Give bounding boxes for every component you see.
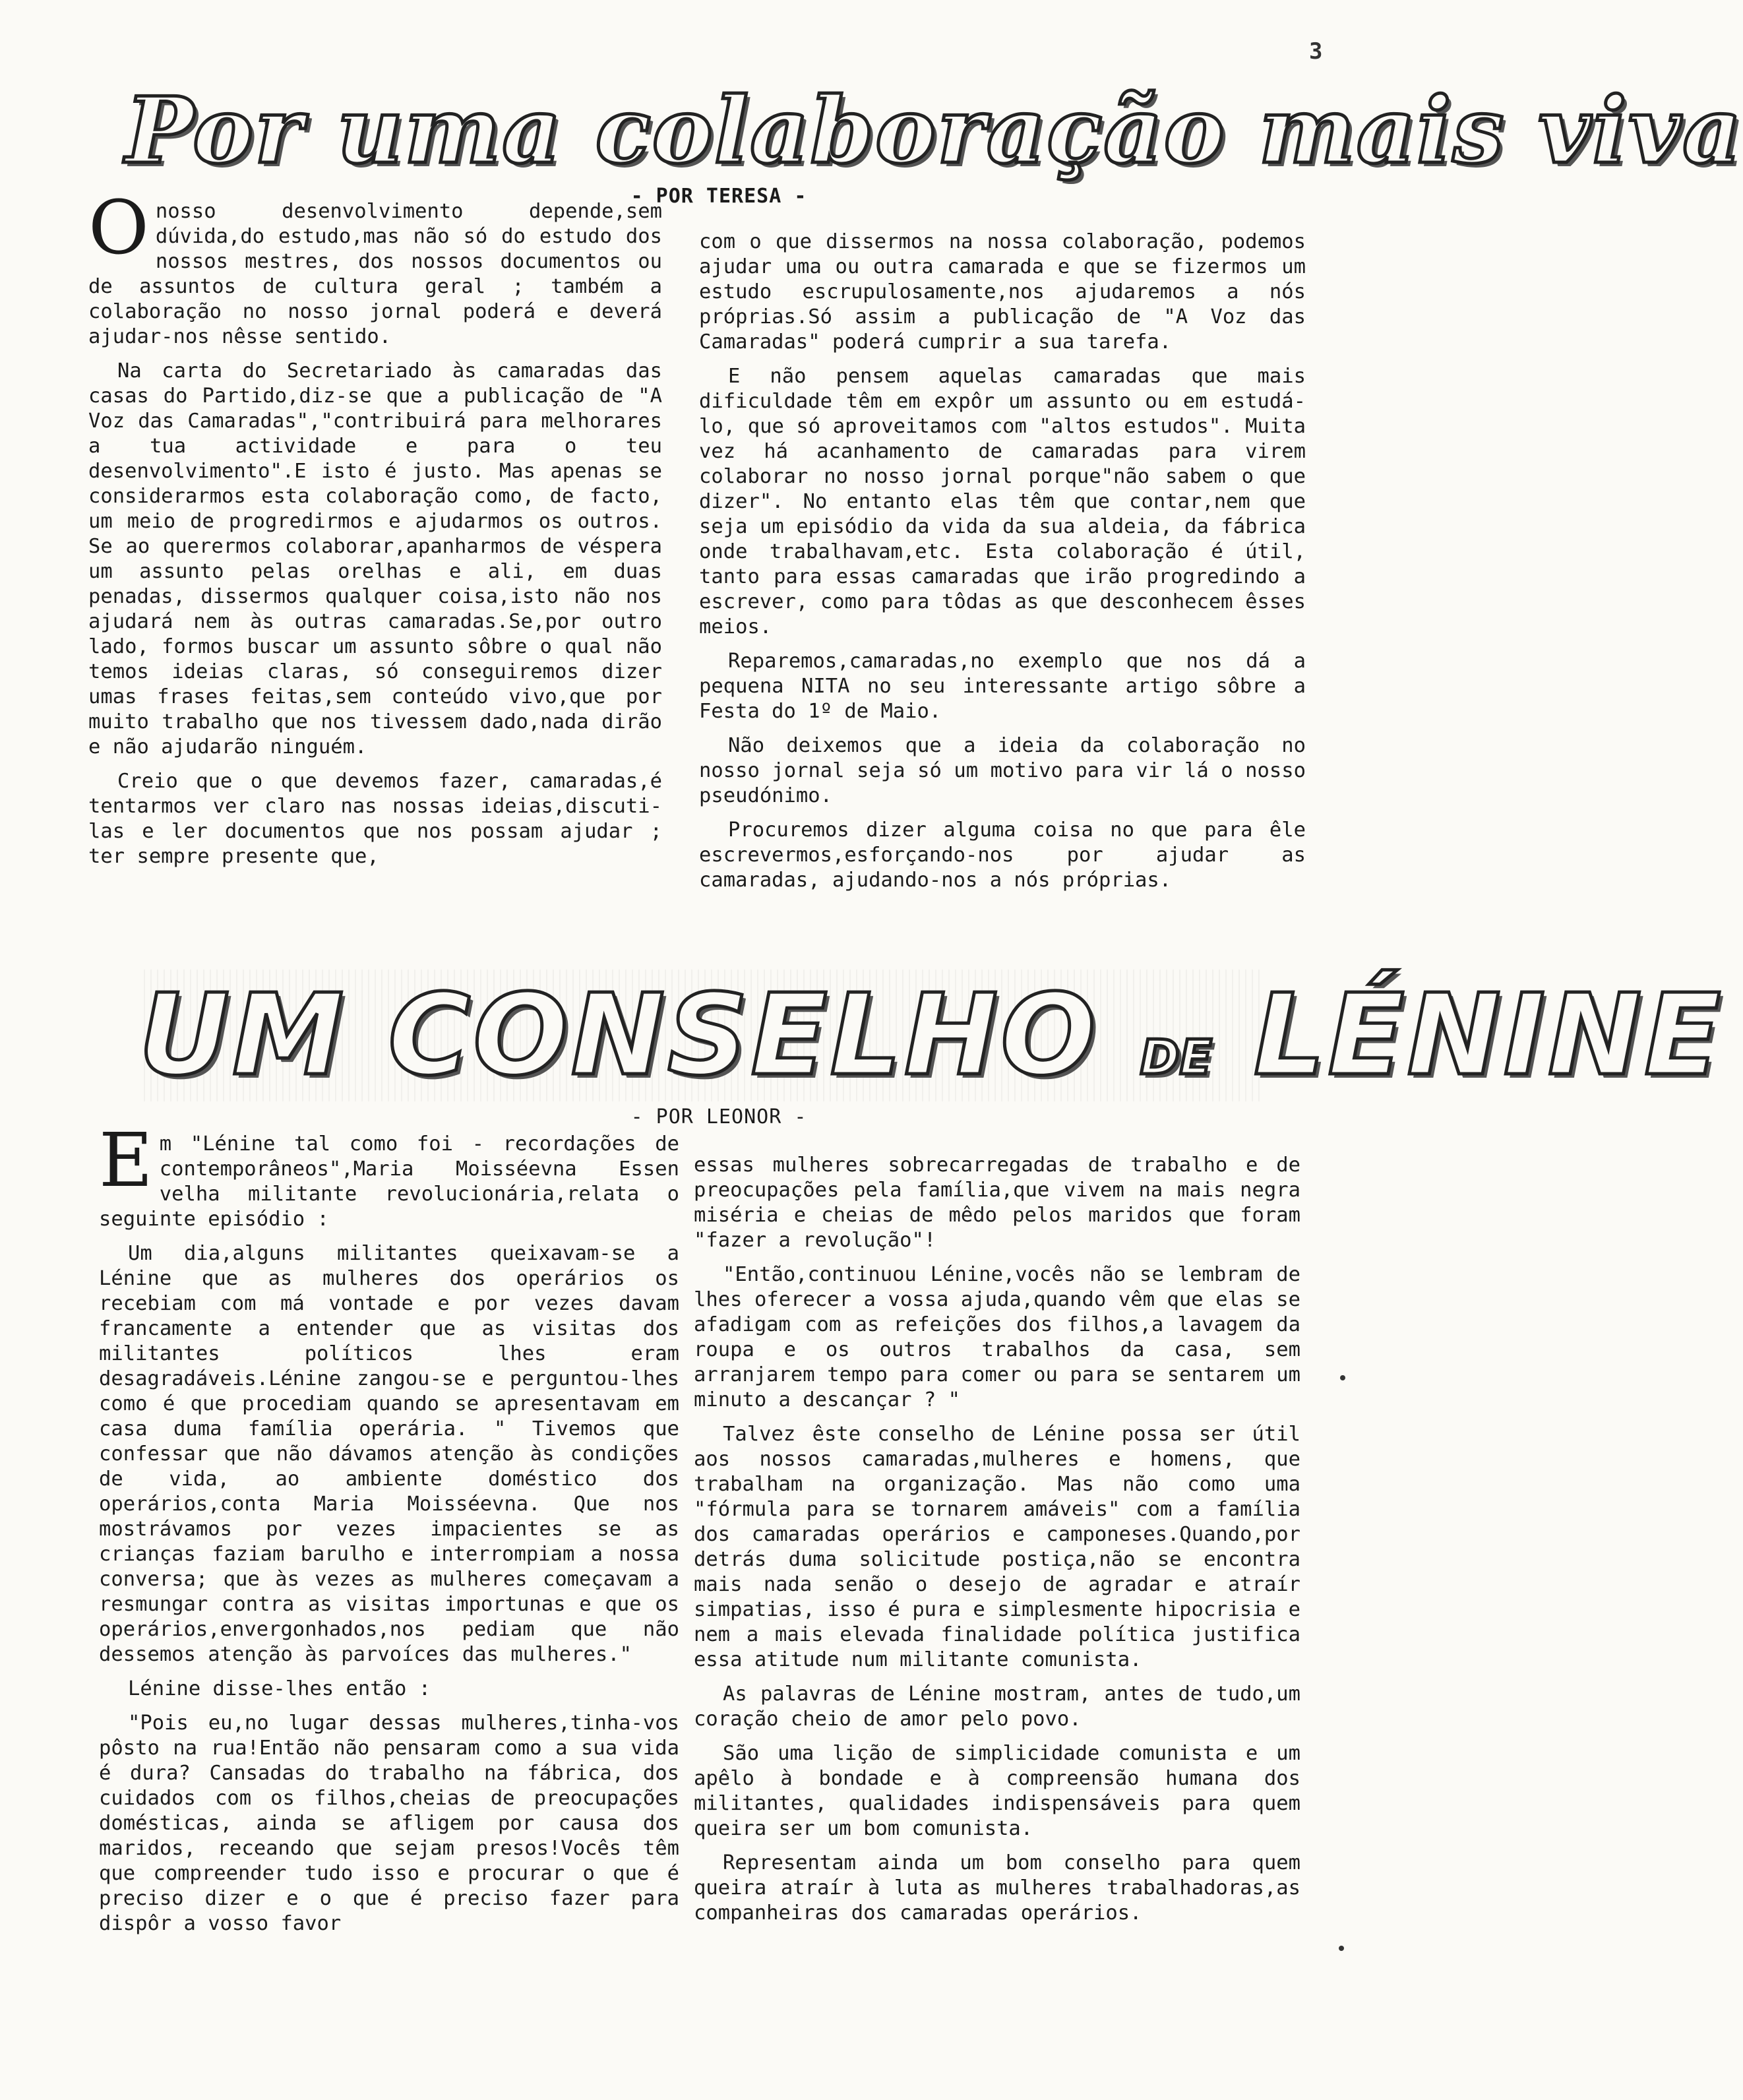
article-1-paragraph: Reparemos,camaradas,no exemplo que nos dá a pequena NITA no seu interessante artigo sôbre a Festa do 1º de Maio. bbox=[699, 650, 1306, 723]
article-1-paragraph: Na carta do Secretariado às camaradas das casas do Partido,diz-se que a publicação de "A Voz das Camaradas","contribuirá para melhorares a tua actividade e para o teu desenvolvimento".E isto é justo. Mas apenas se considerarmos esta colaboração como, de facto, um meio de progredirmos e ajudarmos os outros. Se ao querermos colaborar,apanharmos de véspera um assunto pelas orelhas e ali, em duas penadas, dissermos qualquer coisa,isto não nos ajudará nem às outras camaradas.Se,por outro lado, formos buscar um assunto sôbre o qual não temos ideias claras, só conseguiremos dizer umas frases feitas,sem conteúdo vivo,que por muito trabalho que nos tivessem dado,nada dirão e não ajudarão ninguém. bbox=[88, 359, 662, 758]
article-2-byline: - POR LEONOR - bbox=[630, 1105, 807, 1128]
article-2-title bbox=[138, 970, 1724, 1101]
article-1-byline: - POR TERESA - bbox=[630, 185, 807, 208]
article-2-paragraph: essas mulheres sobrecarregadas de trabalho e de preocupações pela família,que vivem na mais negra miséria e cheias de mêdo pelos maridos que foram "fazer a revolução"! bbox=[694, 1154, 1300, 1252]
article-1-paragraph bbox=[88, 185, 662, 350]
title-part: DE bbox=[1140, 1030, 1212, 1085]
article-1-paragraph: com o que dissermos na nossa colaboração, podemos ajudar uma ou outra camarada e que se fizermos um estudo escrupulosamente,nos ajudaremos a nós próprias.Só assim a publicação de "A Voz das Camaradas" poderá cumprir a sua tarefa. bbox=[699, 230, 1306, 354]
article-1-paragraph: Procuremos dizer alguma coisa no que para êle escrevermos,esforçando-nos por ajudar as camaradas, ajudando-nos a nós próprias. bbox=[699, 818, 1306, 892]
article-2-paragraph: "Pois eu,no lugar dessas mulheres,tinha-vos pôsto na rua!Então não pensaram como a sua vida é dura? Cansadas do trabalho na fábrica, dos cuidados com os filhos,cheias de preocupações domésticas, ainda se afligem por causa dos maridos, receando que sejam presos!Vocês têm que compreender tudo isso e procurar o que é preciso dizer e o que é preciso fazer para dispôr a vosso favor bbox=[99, 1712, 679, 1935]
ink-mark bbox=[1340, 1375, 1345, 1380]
article-1-column-1 bbox=[88, 185, 662, 879]
article-2-paragraph bbox=[99, 1118, 679, 1232]
article-2-paragraph: Talvez êste conselho de Lénine possa ser útil aos nossos camaradas,mulheres e homens, que trabalham na organização. Mas não como uma "fórmula para se tornarem amáveis" com a família dos camaradas operários e camponeses.Quando,por detrás duma solicitude postiça,não se encontra mais nada senão o desejo de agradar e atraír simpatias, isso é pura e simplesmente hipocrisia e nem a mais elevada finalidade política justifica essa atitude num militante comunista. bbox=[694, 1423, 1300, 1671]
article-1-paragraph: Não deixemos que a ideia da colaboração no nosso jornal seja só um motivo para vir lá o nosso pseudónimo. bbox=[699, 734, 1306, 807]
article-1-column-2 bbox=[699, 230, 1306, 902]
ink-mark bbox=[1339, 1946, 1344, 1951]
drop-cap: O bbox=[88, 185, 149, 271]
article-2-paragraph: Um dia,alguns militantes queixavam-se a Lénine que as mulheres dos operários os recebiam com má vontade e por vezes davam francamente a entender que as visitas dos militantes políticos lhes eram desagradáveis.Lénine zangou-se e perguntou-lhes como é que procediam quando se apresentavam em casa duma família operária. " Tivemos que confessar que não dávamos atenção às condições de vida, ao ambiente doméstico dos operários,conta Maria Moisséevna. Que nos mostrávamos por vezes impacientes se as crianças faziam barulho e interrompiam a nossa conversa; que às vezes as mulheres começavam a resmungar contra as visitas importunas e que os operários,envergonhados,nos pediam que não dessemos atenção às parvoíces das mulheres." bbox=[99, 1242, 679, 1666]
article-2-paragraph: Lénine disse-lhes então : bbox=[128, 1677, 431, 1700]
title-part: UM CONSELHO bbox=[138, 970, 1099, 1101]
title-part: LÉNINE bbox=[1253, 970, 1724, 1101]
article-1-paragraph: Creio que o que devemos fazer, camaradas,é tentarmos ver claro nas nossas ideias,discuti-las e ler documentos que nos possam ajudar ; ter sempre presente que, bbox=[88, 770, 662, 868]
article-2-column-2 bbox=[694, 1153, 1300, 1935]
page-number: 3 bbox=[1309, 38, 1323, 65]
article-2-paragraph: São uma lição de simplicidade comunista e um apêlo à bondade e à compreensão humana dos militantes, qualidades indispensáveis para quem queira ser um bom comunista. bbox=[694, 1742, 1300, 1840]
article-2-paragraph: Representam ainda um bom conselho para quem queira atraír à luta as mulheres trabalhadoras,as companheiras dos camaradas operários. bbox=[694, 1851, 1300, 1925]
drop-cap: E bbox=[99, 1118, 153, 1204]
article-1-title: Por uma colaboração mais viva bbox=[125, 77, 1743, 184]
article-1-paragraph-text: nosso desenvolvimento depende,sem dúvida,do estudo,mas não só do estudo dos nossos mestres, dos nossos documentos ou de assuntos de cultura geral ; também a colaboração no nosso jornal poderá e deverá ajudar-nos nêsse sentido. bbox=[88, 200, 662, 348]
article-2-paragraph: As palavras de Lénine mostram, antes de tudo,um coração cheio de amor pelo povo. bbox=[694, 1683, 1300, 1731]
article-2-paragraph: "Então,continuou Lénine,vocês não se lembram de lhes oferecer a vossa ajuda,quando vêm que elas se afadigam com as refeições dos filhos,a lavagem da roupa e os outros trabalhos da casa, sem arranjarem tempo para comer ou para se sentarem um minuto a descançar ? " bbox=[694, 1263, 1300, 1411]
article-1-paragraph: E não pensem aquelas camaradas que mais dificuldade têm em expôr um assunto ou em estudá-lo, que só aproveitamos com "altos estudos". Muita vez há acanhamento de camaradas para virem colaborar no nosso jornal porque"não sabem o que dizer". No entanto elas têm que contar,nem que seja um episódio da vida da sua aldeia, da fábrica onde trabalhavam,etc. Esta colaboração é útil, tanto para essas camaradas que irão progredindo a escrever, como para tôdas as que desconhecem êsses meios. bbox=[699, 365, 1306, 638]
article-2-paragraph-text: m "Lénine tal como foi - recordações de contemporâneos",Maria Moisséevna Essen velha militante revolucionária,relata o seguinte episódio : bbox=[99, 1132, 679, 1231]
article-2-column-1 bbox=[99, 1118, 679, 1946]
